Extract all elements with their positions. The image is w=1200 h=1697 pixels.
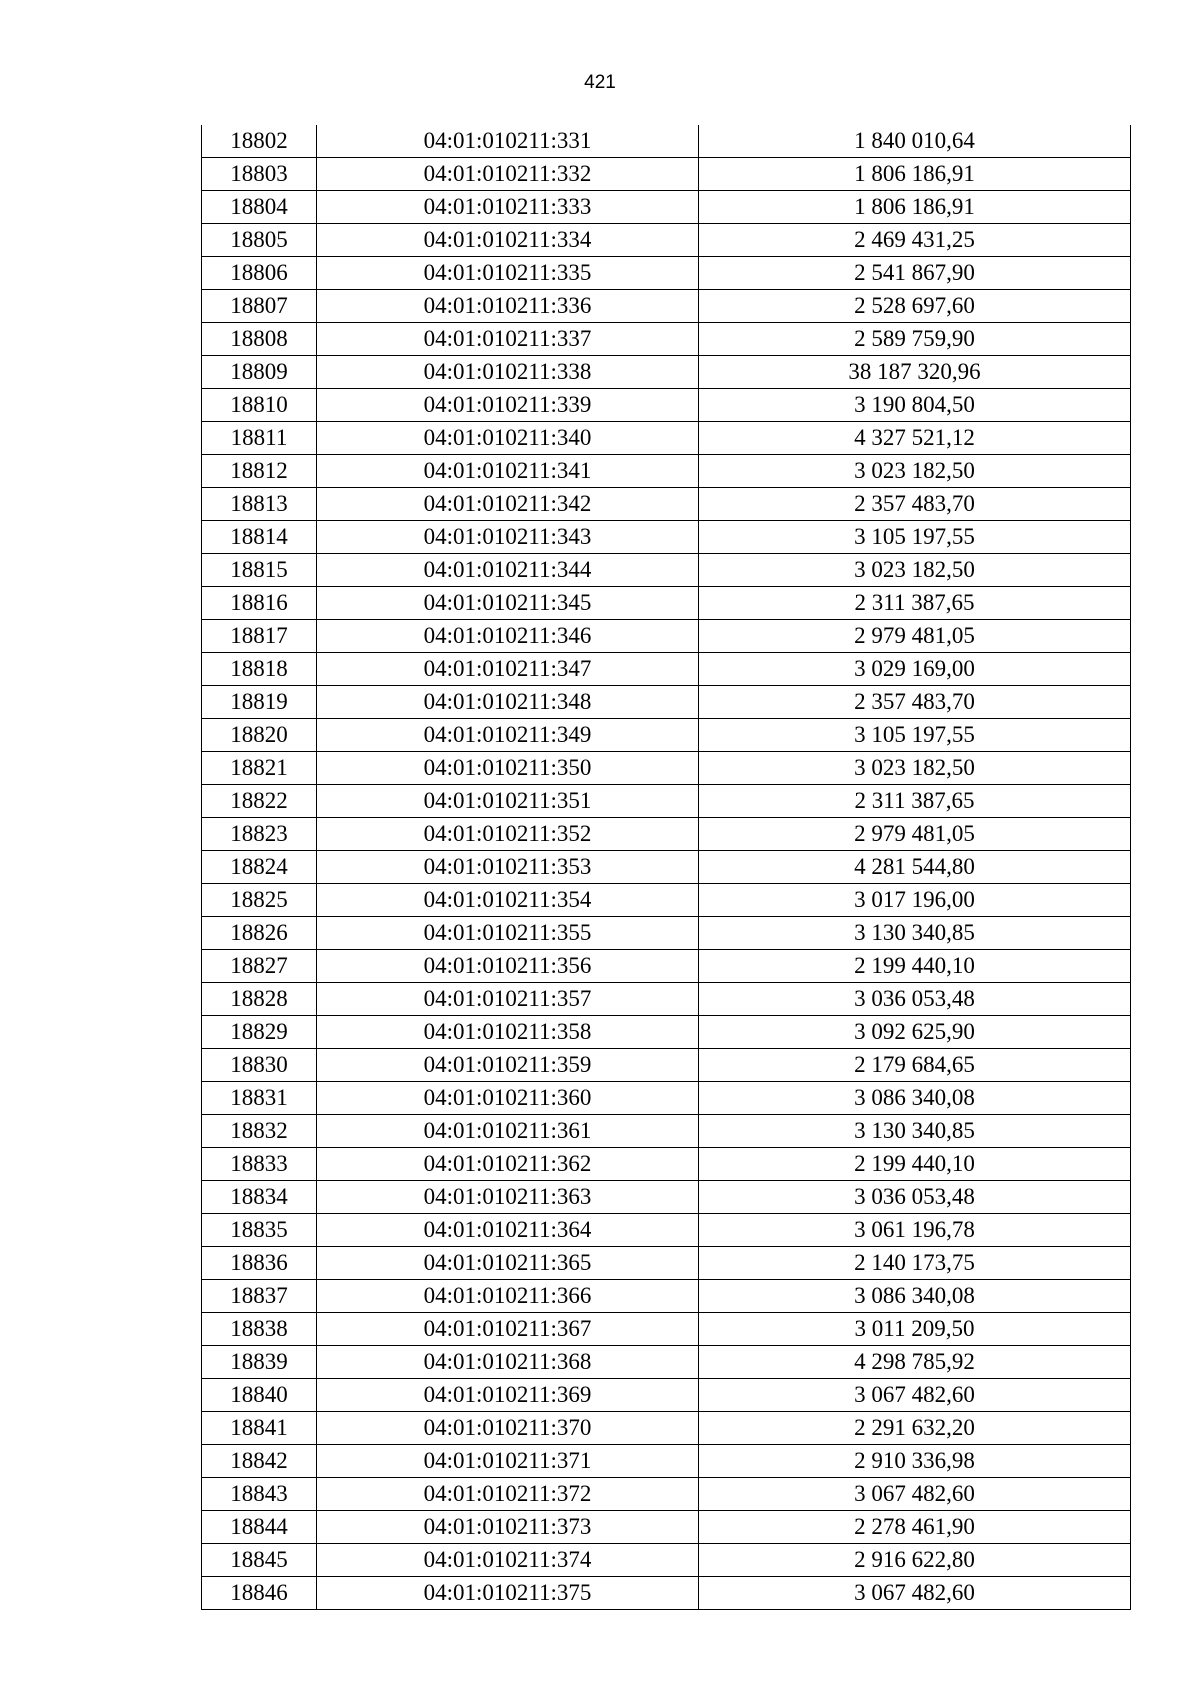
row-number-cell: 18833 [202, 1148, 317, 1181]
cadastral-number-cell: 04:01:010211:367 [317, 1313, 699, 1346]
cadastral-value-cell: 2 357 483,70 [699, 686, 1131, 719]
cadastral-value-cell: 2 541 867,90 [699, 257, 1131, 290]
cadastral-number-cell: 04:01:010211:349 [317, 719, 699, 752]
cadastral-value-cell: 1 806 186,91 [699, 191, 1131, 224]
cadastral-value-cell: 3 105 197,55 [699, 521, 1131, 554]
cadastral-number-cell: 04:01:010211:358 [317, 1016, 699, 1049]
row-number-cell: 18831 [202, 1082, 317, 1115]
row-number-cell: 18826 [202, 917, 317, 950]
row-number-cell: 18818 [202, 653, 317, 686]
row-number-cell: 18838 [202, 1313, 317, 1346]
cadastral-number-cell: 04:01:010211:331 [317, 125, 699, 158]
table-row [202, 1346, 1131, 1379]
table-row [202, 950, 1131, 983]
table-row [202, 686, 1131, 719]
cadastral-value-cell: 4 298 785,92 [699, 1346, 1131, 1379]
cadastral-number-cell: 04:01:010211:345 [317, 587, 699, 620]
cadastral-value-cell: 3 067 482,60 [699, 1577, 1131, 1610]
table-row [202, 1016, 1131, 1049]
table-row [202, 191, 1131, 224]
cadastral-value-cell: 3 036 053,48 [699, 983, 1131, 1016]
cadastral-value-cell: 3 036 053,48 [699, 1181, 1131, 1214]
row-number-cell: 18823 [202, 818, 317, 851]
cadastral-number-cell: 04:01:010211:373 [317, 1511, 699, 1544]
row-number-cell: 18837 [202, 1280, 317, 1313]
table-row [202, 521, 1131, 554]
row-number-cell: 18802 [202, 125, 317, 158]
table-row [202, 455, 1131, 488]
cadastral-number-cell: 04:01:010211:336 [317, 290, 699, 323]
cadastral-number-cell: 04:01:010211:338 [317, 356, 699, 389]
cadastral-number-cell: 04:01:010211:348 [317, 686, 699, 719]
cadastral-number-cell: 04:01:010211:337 [317, 323, 699, 356]
table-row [202, 719, 1131, 752]
cadastral-number-cell: 04:01:010211:357 [317, 983, 699, 1016]
cadastral-number-cell: 04:01:010211:361 [317, 1115, 699, 1148]
cadastral-value-cell: 3 023 182,50 [699, 752, 1131, 785]
table-row [202, 1412, 1131, 1445]
row-number-cell: 18810 [202, 389, 317, 422]
cadastral-number-cell: 04:01:010211:365 [317, 1247, 699, 1280]
cadastral-number-cell: 04:01:010211:343 [317, 521, 699, 554]
table-row [202, 290, 1131, 323]
cadastral-number-cell: 04:01:010211:356 [317, 950, 699, 983]
row-number-cell: 18821 [202, 752, 317, 785]
cadastral-value-cell: 1 806 186,91 [699, 158, 1131, 191]
table-row [202, 884, 1131, 917]
cadastral-value-cell: 2 528 697,60 [699, 290, 1131, 323]
row-number-cell: 18811 [202, 422, 317, 455]
table-row [202, 851, 1131, 884]
table-row [202, 653, 1131, 686]
cadastral-number-cell: 04:01:010211:354 [317, 884, 699, 917]
table-row [202, 125, 1131, 158]
cadastral-value-cell: 2 311 387,65 [699, 587, 1131, 620]
cadastral-number-cell: 04:01:010211:332 [317, 158, 699, 191]
cadastral-number-cell: 04:01:010211:347 [317, 653, 699, 686]
table-row [202, 554, 1131, 587]
table-row [202, 1148, 1131, 1181]
cadastral-value-cell: 38 187 320,96 [699, 356, 1131, 389]
table-row [202, 587, 1131, 620]
table-row [202, 620, 1131, 653]
cadastral-value-cell: 2 979 481,05 [699, 818, 1131, 851]
table-row [202, 1478, 1131, 1511]
table-row [202, 323, 1131, 356]
table-row [202, 1214, 1131, 1247]
cadastral-value-cell: 3 029 169,00 [699, 653, 1131, 686]
cadastral-number-cell: 04:01:010211:359 [317, 1049, 699, 1082]
cadastral-number-cell: 04:01:010211:360 [317, 1082, 699, 1115]
row-number-cell: 18842 [202, 1445, 317, 1478]
table-row [202, 1247, 1131, 1280]
cadastral-value-cell: 2 291 632,20 [699, 1412, 1131, 1445]
cadastral-value-cell: 2 469 431,25 [699, 224, 1131, 257]
row-number-cell: 18815 [202, 554, 317, 587]
row-number-cell: 18834 [202, 1181, 317, 1214]
cadastral-number-cell: 04:01:010211:350 [317, 752, 699, 785]
cadastral-number-cell: 04:01:010211:363 [317, 1181, 699, 1214]
row-number-cell: 18816 [202, 587, 317, 620]
row-number-cell: 18836 [202, 1247, 317, 1280]
page-number: 421 [584, 72, 616, 93]
cadastral-number-cell: 04:01:010211:368 [317, 1346, 699, 1379]
table-row [202, 1379, 1131, 1412]
cadastral-value-cell: 1 840 010,64 [699, 125, 1131, 158]
table-row [202, 1544, 1131, 1577]
cadastral-value-cell: 3 067 482,60 [699, 1478, 1131, 1511]
cadastral-value-cell: 2 357 483,70 [699, 488, 1131, 521]
cadastral-value-cell: 3 130 340,85 [699, 917, 1131, 950]
cadastral-number-cell: 04:01:010211:355 [317, 917, 699, 950]
row-number-cell: 18829 [202, 1016, 317, 1049]
cadastral-value-cell: 2 311 387,65 [699, 785, 1131, 818]
cadastral-value-cell: 4 327 521,12 [699, 422, 1131, 455]
cadastral-value-cell: 3 105 197,55 [699, 719, 1131, 752]
cadastral-value-cell: 3 092 625,90 [699, 1016, 1131, 1049]
cadastral-value-cell: 3 130 340,85 [699, 1115, 1131, 1148]
table-row [202, 1313, 1131, 1346]
cadastral-value-cell: 2 140 173,75 [699, 1247, 1131, 1280]
cadastral-number-cell: 04:01:010211:375 [317, 1577, 699, 1610]
row-number-cell: 18845 [202, 1544, 317, 1577]
row-number-cell: 18830 [202, 1049, 317, 1082]
table-row [202, 785, 1131, 818]
cadastral-number-cell: 04:01:010211:366 [317, 1280, 699, 1313]
table-row [202, 356, 1131, 389]
cadastral-number-cell: 04:01:010211:335 [317, 257, 699, 290]
cadastral-value-table [201, 125, 1131, 1610]
cadastral-number-cell: 04:01:010211:371 [317, 1445, 699, 1478]
row-number-cell: 18820 [202, 719, 317, 752]
row-number-cell: 18843 [202, 1478, 317, 1511]
row-number-cell: 18808 [202, 323, 317, 356]
cadastral-value-cell: 2 179 684,65 [699, 1049, 1131, 1082]
row-number-cell: 18828 [202, 983, 317, 1016]
table-row [202, 158, 1131, 191]
row-number-cell: 18803 [202, 158, 317, 191]
cadastral-number-cell: 04:01:010211:364 [317, 1214, 699, 1247]
table-row [202, 1181, 1131, 1214]
row-number-cell: 18839 [202, 1346, 317, 1379]
table-row [202, 752, 1131, 785]
cadastral-value-cell: 3 061 196,78 [699, 1214, 1131, 1247]
cadastral-number-cell: 04:01:010211:374 [317, 1544, 699, 1577]
cadastral-value-cell: 3 023 182,50 [699, 554, 1131, 587]
row-number-cell: 18804 [202, 191, 317, 224]
row-number-cell: 18819 [202, 686, 317, 719]
cadastral-number-cell: 04:01:010211:344 [317, 554, 699, 587]
row-number-cell: 18840 [202, 1379, 317, 1412]
row-number-cell: 18807 [202, 290, 317, 323]
row-number-cell: 18841 [202, 1412, 317, 1445]
table-row [202, 1082, 1131, 1115]
row-number-cell: 18817 [202, 620, 317, 653]
row-number-cell: 18805 [202, 224, 317, 257]
table-row [202, 1511, 1131, 1544]
cadastral-value-cell: 2 278 461,90 [699, 1511, 1131, 1544]
table-row [202, 1445, 1131, 1478]
cadastral-value-cell: 3 017 196,00 [699, 884, 1131, 917]
row-number-cell: 18809 [202, 356, 317, 389]
table-row [202, 422, 1131, 455]
cadastral-number-cell: 04:01:010211:341 [317, 455, 699, 488]
row-number-cell: 18835 [202, 1214, 317, 1247]
table-row [202, 1049, 1131, 1082]
cadastral-value-cell: 2 979 481,05 [699, 620, 1131, 653]
row-number-cell: 18832 [202, 1115, 317, 1148]
cadastral-number-cell: 04:01:010211:352 [317, 818, 699, 851]
cadastral-number-cell: 04:01:010211:353 [317, 851, 699, 884]
cadastral-value-cell: 3 086 340,08 [699, 1082, 1131, 1115]
cadastral-number-cell: 04:01:010211:340 [317, 422, 699, 455]
cadastral-number-cell: 04:01:010211:333 [317, 191, 699, 224]
row-number-cell: 18827 [202, 950, 317, 983]
cadastral-value-cell: 2 199 440,10 [699, 950, 1131, 983]
row-number-cell: 18825 [202, 884, 317, 917]
cadastral-table-container [201, 125, 1130, 1610]
table-row [202, 818, 1131, 851]
cadastral-value-cell: 3 190 804,50 [699, 389, 1131, 422]
table-row [202, 983, 1131, 1016]
table-body [202, 125, 1131, 1610]
cadastral-number-cell: 04:01:010211:372 [317, 1478, 699, 1511]
row-number-cell: 18812 [202, 455, 317, 488]
cadastral-value-cell: 2 916 622,80 [699, 1544, 1131, 1577]
table-row [202, 389, 1131, 422]
row-number-cell: 18813 [202, 488, 317, 521]
row-number-cell: 18806 [202, 257, 317, 290]
cadastral-number-cell: 04:01:010211:369 [317, 1379, 699, 1412]
cadastral-value-cell: 3 023 182,50 [699, 455, 1131, 488]
table-row [202, 224, 1131, 257]
table-row [202, 1577, 1131, 1610]
cadastral-value-cell: 4 281 544,80 [699, 851, 1131, 884]
row-number-cell: 18844 [202, 1511, 317, 1544]
table-row [202, 257, 1131, 290]
cadastral-value-cell: 2 589 759,90 [699, 323, 1131, 356]
cadastral-number-cell: 04:01:010211:362 [317, 1148, 699, 1181]
cadastral-number-cell: 04:01:010211:334 [317, 224, 699, 257]
table-row [202, 488, 1131, 521]
cadastral-number-cell: 04:01:010211:346 [317, 620, 699, 653]
table-row [202, 917, 1131, 950]
cadastral-value-cell: 2 199 440,10 [699, 1148, 1131, 1181]
row-number-cell: 18846 [202, 1577, 317, 1610]
cadastral-number-cell: 04:01:010211:370 [317, 1412, 699, 1445]
cadastral-value-cell: 2 910 336,98 [699, 1445, 1131, 1478]
cadastral-value-cell: 3 067 482,60 [699, 1379, 1131, 1412]
cadastral-value-cell: 3 086 340,08 [699, 1280, 1131, 1313]
table-row [202, 1280, 1131, 1313]
row-number-cell: 18814 [202, 521, 317, 554]
table-row [202, 1115, 1131, 1148]
row-number-cell: 18824 [202, 851, 317, 884]
row-number-cell: 18822 [202, 785, 317, 818]
cadastral-number-cell: 04:01:010211:351 [317, 785, 699, 818]
cadastral-number-cell: 04:01:010211:339 [317, 389, 699, 422]
cadastral-number-cell: 04:01:010211:342 [317, 488, 699, 521]
cadastral-value-cell: 3 011 209,50 [699, 1313, 1131, 1346]
